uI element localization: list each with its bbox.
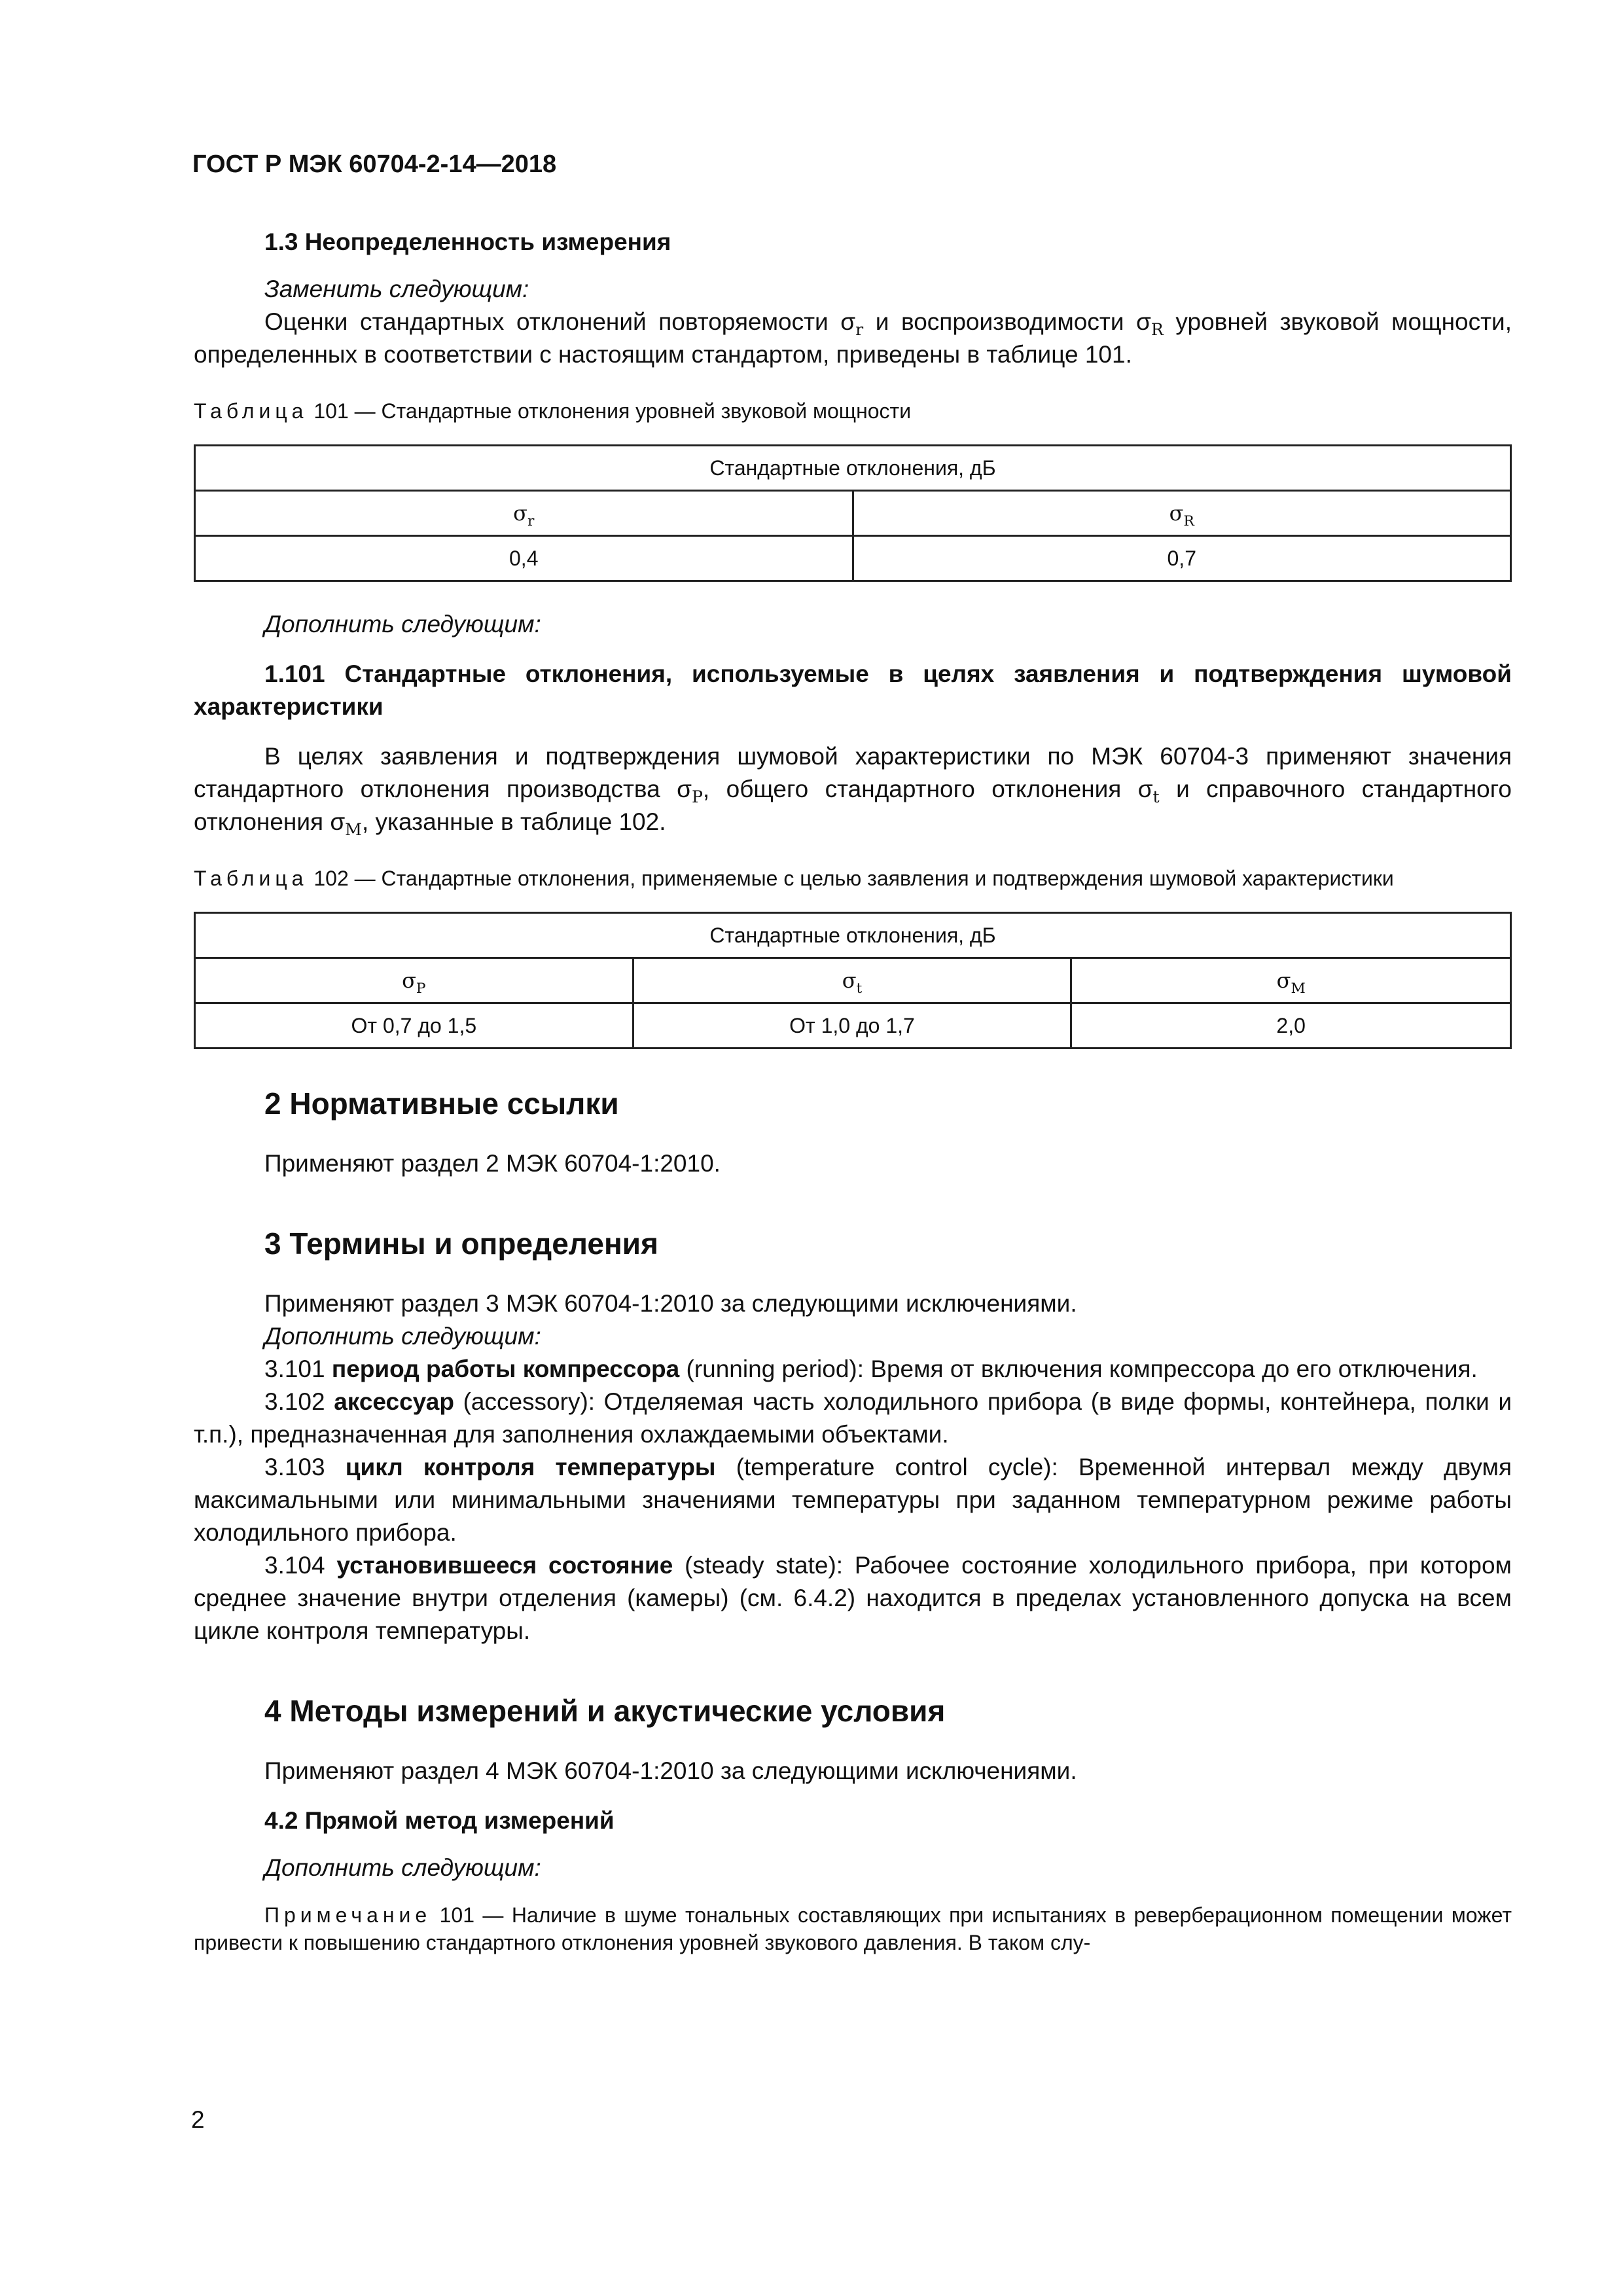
add-label: Дополнить следующим: bbox=[264, 1323, 541, 1350]
table-101-col-sigma-r: $\sigma_r$ bbox=[195, 491, 853, 536]
section-2-paragraph: Применяют раздел 2 МЭК 60704-1:2010. bbox=[264, 1150, 721, 1177]
table-101-col-sigma-R: $\sigma_R$ bbox=[853, 491, 1511, 536]
section-4-paragraph: Применяют раздел 4 МЭК 60704-1:2010 за следующими исключениями. bbox=[264, 1757, 1077, 1784]
section-3-title: 3 Термины и определения bbox=[264, 1227, 658, 1261]
section-1-101-title: 1.101 Стандартные отклонения, используемые в целях заявления и подтверждения шумовой характеристики bbox=[194, 660, 1512, 720]
add-label: Дополнить следующим: bbox=[264, 611, 541, 637]
document-page bbox=[194, 151, 1512, 1956]
table-102-header: Стандартные отклонения, дБ bbox=[195, 913, 1511, 958]
replace-label: Заменить следующим: bbox=[264, 276, 529, 302]
table-102-caption: Таблица 102 — Стандартные отклонения, применяемые с целью заявления и подтверждения шумовой характеристики bbox=[194, 867, 1394, 890]
section-1-101-paragraph: В целях заявления и подтверждения шумовой характеристики по МЭК 60704-3 применяют значения стандартного отклонения производства $\sigma_P$, общего стандартного отклонения $\sigma_t$ и справочного стандартного отклонения $\sigma_M$, указанные в таблице 102. bbox=[194, 743, 1512, 839]
table-102-col-sigma-t: $\sigma_t$ bbox=[633, 958, 1071, 1003]
table-102-col-sigma-P: $\sigma_P$ bbox=[195, 958, 633, 1003]
document-header: ГОСТ Р МЭК 60704-2-14—2018 bbox=[192, 151, 557, 178]
term-3-104: 3.104 установившееся состояние (steady state): Рабочее состояние холодильного прибора, при котором среднее значение внутри отделения (камеры) (см. 6.4.2) находится в пределах установленного допуска на всем цикле контроля температуры. bbox=[194, 1552, 1512, 1644]
term-3-101: 3.101 период работы компрессора (running period): Время от включения компрессора до его отключения. bbox=[264, 1355, 1478, 1382]
table-102-cell: 2,0 bbox=[1071, 1003, 1511, 1049]
section-1-3-title: 1.3 Неопределенность измерения bbox=[264, 228, 671, 255]
add-label: Дополнить следующим: bbox=[264, 1854, 541, 1881]
page-number: 2 bbox=[191, 2106, 205, 2133]
section-4-2-title: 4.2 Прямой метод измерений bbox=[264, 1807, 615, 1834]
table-101-cell: 0,7 bbox=[853, 536, 1511, 581]
table-101 bbox=[194, 444, 1512, 582]
table-102-col-sigma-M: $\sigma_M$ bbox=[1071, 958, 1511, 1003]
table-101-cell: 0,4 bbox=[195, 536, 853, 581]
term-3-103: 3.103 цикл контроля температуры (temperature control cycle): Временной интервал между двумя максимальными или минимальными значениями температуры при заданном температурном режиме работы холодильного прибора. bbox=[194, 1454, 1512, 1546]
table-101-header: Стандартные отклонения, дБ bbox=[195, 446, 1511, 491]
table-102-cell: От 1,0 до 1,7 bbox=[633, 1003, 1071, 1049]
table-102 bbox=[194, 912, 1512, 1049]
section-4-title: 4 Методы измерений и акустические условия bbox=[264, 1694, 946, 1728]
section-1-3-paragraph: Оценки стандартных отклонений повторяемости $\sigma_r$ и воспроизводимости $\sigma_R$ уровней звуковой мощности, определенных в соответствии с настоящим стандартом, приведены в таблице 101. bbox=[194, 308, 1512, 368]
section-2-title: 2 Нормативные ссылки bbox=[264, 1086, 619, 1121]
term-3-102: 3.102 аксессуар (accessory): Отделяемая часть холодильного прибора (в виде формы, контейнера, полки и т.п.), предназначенная для заполнения охлаждаемыми объектами. bbox=[194, 1388, 1512, 1448]
table-102-cell: От 0,7 до 1,5 bbox=[195, 1003, 633, 1049]
section-3-intro: Применяют раздел 3 МЭК 60704-1:2010 за следующими исключениями. bbox=[264, 1290, 1077, 1317]
table-101-caption: Таблица 101 — Стандартные отклонения уровней звуковой мощности bbox=[194, 399, 912, 423]
note-101: Примечание 101 — Наличие в шуме тональных составляющих при испытаниях в реверберационном помещении может привести к повышению стандартного отклонения уровней звукового давления. В таком слу- bbox=[194, 1903, 1512, 1954]
